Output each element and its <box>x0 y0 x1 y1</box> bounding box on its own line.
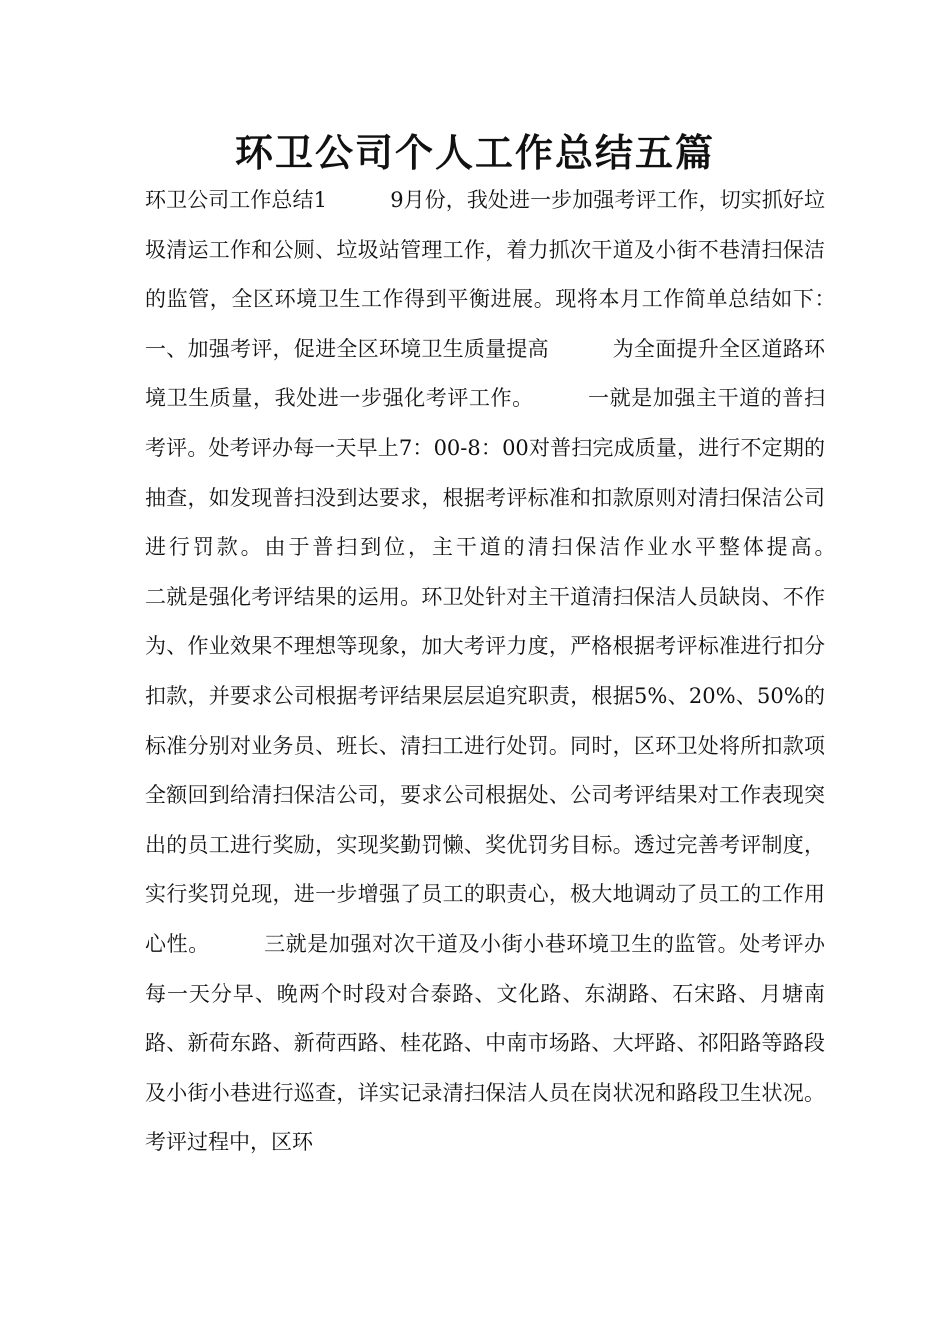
document-title: 环卫公司个人工作总结五篇 <box>234 131 715 175</box>
document-body: 环卫公司工作总结1 9月份，我处进一步加强考评工作，切实抓好垃圾清运工作和公厕、垃圾站管理工作，着力抓次干道及小街不巷清扫保洁的监管，全区环境卫生工作得到平衡进展。现将本月工作简单总结如下： 一、加强考评，促进全区环境卫生质量提高 为全面提升全区道路环境卫生质量，我处进一步强化考评工作。 一就是加强主干道的普扫考评。处考评办每一天早上7：00-8：00对普扫完成质量，进行不定期的抽查，如发现普扫没到达要求，根据考评标准和扣款原则对清扫保洁公司进行罚款。由于普扫到位，主干道的清扫保洁作业水平整体提高。 二就是强化考评结果的运用。环卫处针对主干道清扫保洁人员缺岗、不作为、作业效果不理想等现象，加大考评力度，严格根据考评标准进行扣分扣款，并要求公司根据考评结果层层追究职责，根据5%、20%、50%的标准分别对业务员、班长、清扫工进行处罚。同时，区环卫处将所扣款项全额回到给清扫保洁公司，要求公司根据处、公司考评结果对工作表现突出的员工进行奖励，实现奖勤罚懒、奖优罚劣目标。透过完善考评制度，实行奖罚兑现，进一步增强了员工的职责心，极大地调动了员工的工作用心性。 三就是加强对次干道及小街小巷环境卫生的监管。处考评办每一天分早、晚两个时段对合泰路、文化路、东湖路、石宋路、月塘南路、新荷东路、新荷西路、桂花路、中南市场路、大坪路、祁阳路等路段及小街小巷进行巡查，详实记录清扫保洁人员在岗状况和路段卫生状况。考评过程中，区环 <box>145 188 888 1155</box>
